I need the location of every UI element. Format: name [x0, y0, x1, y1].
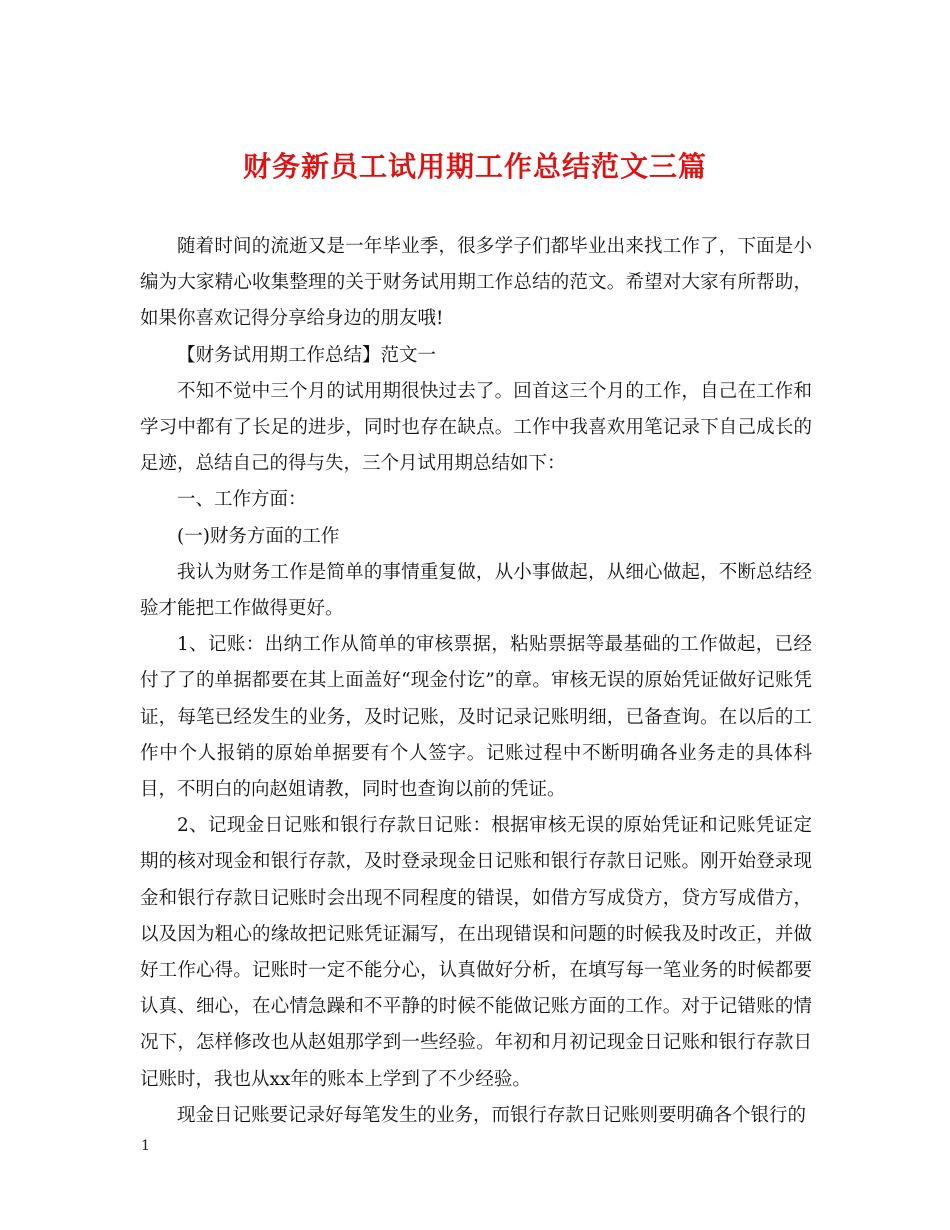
page-number: 1 [141, 1138, 150, 1154]
paragraph-summary: 不知不觉中三个月的试用期很快过去了。回首这三个月的工作，自己在工作和学习中都有了长足的进步，同时也存在缺点。工作中我喜欢用笔记录下自己成长的足迹，总结自己的得与失，三个月试用期总结如下： [140, 380, 812, 475]
document-title: 财务新员工试用期工作总结范文三篇 [242, 149, 707, 183]
paragraph-finance-work: (一)财务方面的工作 [177, 525, 340, 547]
paragraph-bookkeeping: 1、记账：出纳工作从简单的审核票据，粘贴票据等最基础的工作做起，已经付了了的单据都要在其上面盖好“现金付讫”的章。审核无误的原始凭证做好记账凭证，每笔已经发生的业务，及时记账，及时记录记账明细，已备查询。在以后的工作中个人报销的原始单据要有个人签字。记账过程中不断明确各业务走的具体科目，不明白的向赵姐请教，同时也查询以前的凭证。 [140, 634, 812, 801]
paragraph-finance-view: 我认为财务工作是简单的事情重复做，从小事做起，从细心做起，不断总结经验才能把工作做得更好。 [140, 561, 812, 620]
paragraph-work-aspect: 一、工作方面： [177, 489, 307, 511]
document-body [140, 229, 812, 1134]
paragraph-section-heading: 【财务试用期工作总结】范文一 [177, 344, 437, 366]
paragraph-intro: 随着时间的流逝又是一年毕业季，很多学子们都毕业出来找工作了，下面是小编为大家精心收集整理的关于财务试用期工作总结的范文。希望对大家有所帮助，如果你喜欢记得分享给身边的朋友哦! [140, 236, 812, 330]
paragraph-journal: 2、记现金日记账和银行存款日记账：根据审核无误的原始凭证和记账凭证定期的核对现金和银行存款，及时登录现金日记账和银行存款日记账。刚开始登录现金和银行存款日记账时会出现不同程度的错误，如借方写成贷方，贷方写成借方，以及因为粗心的缘故把记账凭证漏写，在出现错误和问题的时候我及时改正，并做好工作心得。记账时一定不能分心，认真做好分析，在填写每一笔业务的时候都要认真、细心，在心情急躁和不平静的时候不能做记账方面的工作。对于记错账的情况下，怎样修改也从赵姐那学到一些经验。年初和月初记现金日记账和银行存款日记账时，我也从xx年的账本上学到了不少经验。 [140, 815, 812, 1090]
paragraph-cash-journal: 现金日记账要记录好每笔发生的业务，而银行存款日记账则要明确各个银行的 [177, 1104, 807, 1126]
